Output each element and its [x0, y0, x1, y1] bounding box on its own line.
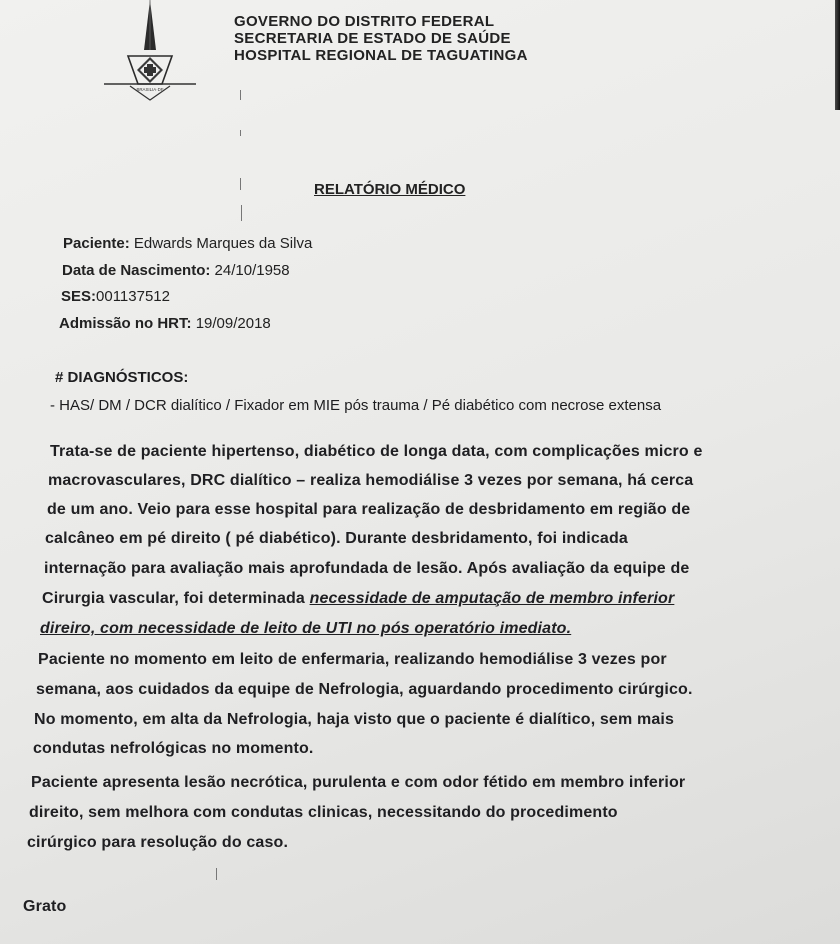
patient-name-label: Paciente:	[63, 235, 130, 252]
birth-date-row	[62, 262, 290, 279]
ses-number: 001137512	[96, 288, 170, 305]
stray-mark	[240, 90, 241, 100]
body-line: cirúrgico para resolução do caso.	[27, 834, 289, 851]
body-line	[42, 590, 674, 608]
ses-row	[61, 288, 170, 305]
letterhead	[234, 13, 528, 64]
patient-name-row	[63, 235, 312, 252]
admission-date: 19/09/2018	[195, 315, 271, 332]
body-line: calcâneo em pé direito ( pé diabético). Durante desbridamento, foi indicada	[45, 530, 628, 547]
svg-text:BRASILIA·DF: BRASILIA·DF	[136, 87, 164, 92]
letterhead-line3: HOSPITAL REGIONAL DE TAGUATINGA	[234, 47, 528, 64]
letterhead-line1: GOVERNO DO DISTRITO FEDERAL	[234, 13, 495, 30]
body-line: Paciente apresenta lesão necrótica, purulenta e com odor fétido em membro inferior	[31, 774, 686, 791]
stray-mark	[240, 178, 241, 190]
admission-row	[59, 315, 271, 332]
underlined-amputation-text: necessidade de amputação de membro inferior	[309, 590, 675, 607]
page-edge-shadow	[835, 0, 840, 110]
underlined-uti-text: direiro, com necessidade de leito de UTI no pós operatório imediato.	[40, 620, 572, 637]
birth-date: 24/10/1958	[214, 262, 290, 279]
body-line: condutas nefrológicas no momento.	[33, 740, 314, 757]
patient-name: Edwards Marques da Silva	[133, 235, 313, 252]
body-line: Paciente no momento em leito de enfermaria, realizando hemodiálise 3 vezes por	[38, 651, 667, 668]
diagnostics-heading: # DIAGNÓSTICOS:	[55, 369, 189, 386]
ses-label: SES:	[61, 288, 97, 305]
body-line: No momento, em alta da Nefrologia, haja visto que o paciente é dialítico, sem mais	[34, 711, 675, 728]
document-title: RELATÓRIO MÉDICO	[314, 181, 466, 198]
body-line: internação para avaliação mais aprofundada de lesão. Após avaliação da equipe de	[44, 560, 690, 577]
admission-label: Admissão no HRT:	[59, 315, 192, 332]
body-line: macrovasculares, DRC dialítico – realiza hemodiálise 3 vezes por semana, há cerca	[48, 472, 694, 489]
diagnostics-text: - HAS/ DM / DCR dialítico / Fixador em MIE pós trauma / Pé diabético com necrose extensa	[50, 397, 662, 414]
body-line-start: Cirurgia vascular, foi determinada	[42, 590, 310, 607]
letterhead-line2: SECRETARIA DE ESTADO DE SAÚDE	[234, 30, 511, 47]
stray-mark	[216, 868, 217, 880]
stray-mark	[240, 130, 241, 136]
coat-of-arms-logo	[100, 0, 200, 104]
body-line: direito, sem melhora com condutas clinicas, necessitando do procedimento	[29, 804, 618, 821]
closing-text: Grato	[23, 898, 67, 915]
body-line: Trata-se de paciente hipertenso, diabético de longa data, com complicações micro e	[50, 443, 703, 460]
stray-mark	[241, 205, 242, 221]
birth-date-label: Data de Nascimento:	[62, 262, 211, 279]
body-line: semana, aos cuidados da equipe de Nefrologia, aguardando procedimento cirúrgico.	[36, 681, 693, 698]
body-line: de um ano. Veio para esse hospital para realização de desbridamento em região de	[47, 501, 691, 518]
